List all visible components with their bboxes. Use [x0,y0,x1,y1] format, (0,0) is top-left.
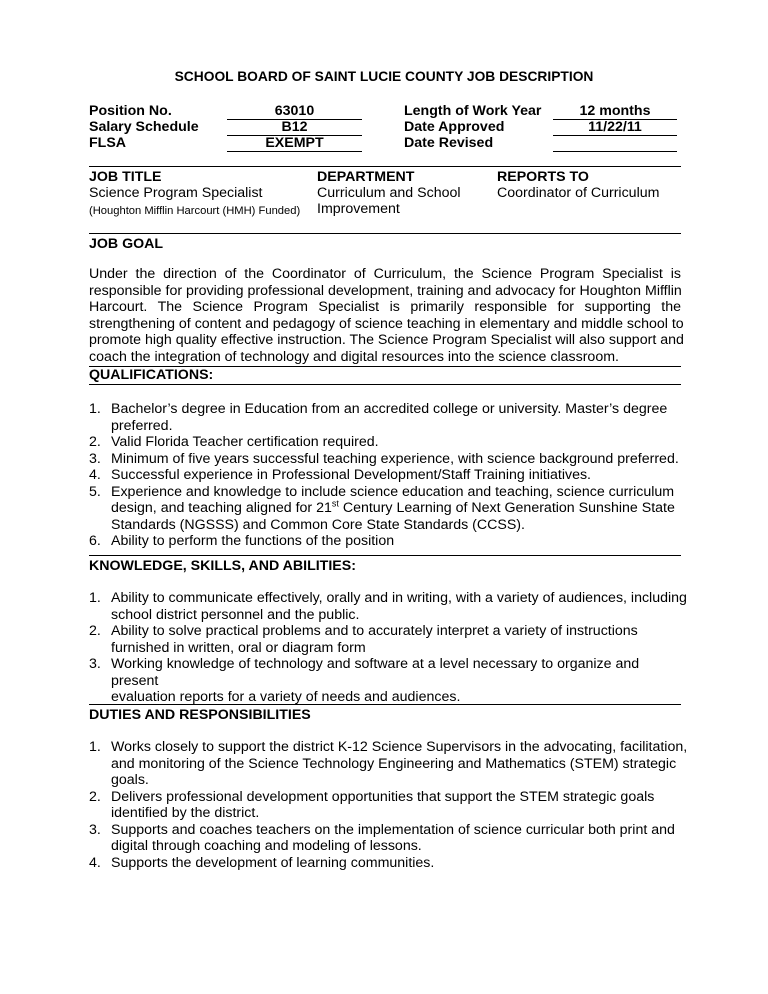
text-line: strengthening of content and pedagogy of science teaching in elementary and middle school to [89,315,684,332]
list-item: 2. Ability to solve practical problems and to accurately interpret a variety of instructions furnished in written, oral or diagram form [89,623,638,656]
reports-to: Coordinator of Curriculum [497,185,660,201]
divider [89,166,681,167]
qualifications-heading: QUALIFICATIONS: [89,367,214,383]
salary-schedule-value: B12 [227,120,362,136]
document-title: SCHOOL BOARD OF SAINT LUCIE COUNTY JOB DESCRIPTION [174,69,594,84]
list-item: 4. Supports the development of learning communities. [89,854,435,871]
text-line: responsible for providing professional development, training and advocacy for Houghton Mifflin [89,282,682,299]
department-line2: Improvement [317,201,400,217]
flsa-value: EXEMPT [227,136,362,152]
text-line: coach the integration of technology and digital resources into the science classroom. [89,348,619,365]
flsa-label: FLSA [89,135,127,151]
divider [89,555,681,556]
salary-schedule-label: Salary Schedule [89,119,199,135]
ksa-heading: KNOWLEDGE, SKILLS, AND ABILITIES: [89,558,356,574]
job-title: Science Program Specialist [89,185,263,201]
divider [89,233,681,234]
job-goal-text [89,266,684,365]
department-label: DEPARTMENT [317,169,415,185]
date-revised-value [553,136,677,152]
duties-heading: DUTIES AND RESPONSIBILITIES [89,707,311,723]
list-item: 4. Successful experience in Professional Development/Staff Training initiatives. [89,467,591,483]
position-no-label: Position No. [89,103,172,119]
divider [89,384,681,385]
date-approved-label: Date Approved [404,119,505,135]
text-line: Under the direction of the Coordinator of Curriculum, the Science Program Specialist is [89,266,681,282]
work-year-label: Length of Work Year [404,103,542,119]
text-line: promote high quality effective instruction. The Science Program Specialist will also support and [89,332,684,348]
date-revised-label: Date Revised [404,135,494,151]
list-item: 1. Works closely to support the district K-12 Science Supervisors in the advocating, facilitation, and monitoring of the Science Technology Engineering and Mathematics (STEM) strategic goals. [89,739,688,788]
list-item: 3. Working knowledge of technology and software at a level necessary to organize and present evaluation reports for a variety of needs and audiences. [89,656,640,705]
work-year-value: 12 months [553,104,677,120]
list-item: 3. Supports and coaches teachers on the implementation of science curricular both print and digital through coaching and modeling of lessons. [89,821,675,854]
list-item: 1. Bachelor’s degree in Education from an accredited college or university. Master’s degree preferred. [89,401,668,434]
list-item: 1. Ability to communicate effectively, orally and in writing, with a variety of audiences, including school district personnel and the public. [89,590,687,623]
position-no-value: 63010 [227,104,362,120]
list-item: 5. Experience and knowledge to include science education and teaching, science curriculum design, and teaching aligned for 21st Century Learning of Next Generation Sunshine State Standards (NGSSS) and Common Core State Standards (CCSS). [89,483,675,533]
text-line: Harcourt. The Science Program Specialist is primarily responsible for supporting the [89,299,681,315]
funding-note: (Houghton Mifflin Harcourt (HMH) Funded) [89,205,301,217]
list-item: 2. Valid Florida Teacher certification required. [89,434,379,450]
ksa-list [89,590,689,706]
qualifications-list [89,401,689,550]
job-title-label: JOB TITLE [89,169,162,185]
divider [89,704,681,705]
reports-to-label: REPORTS TO [497,169,589,185]
list-item: 2. Delivers professional development opportunities that support the STEM strategic goals identified by the district. [89,788,655,821]
department-line1: Curriculum and School [317,185,461,201]
date-approved-value: 11/22/11 [553,120,677,136]
list-item: 6. Ability to perform the functions of the position [89,533,395,549]
list-item: 3. Minimum of five years successful teaching experience, with science background preferred. [89,450,679,467]
duties-list [89,739,689,871]
job-goal-heading: JOB GOAL [89,236,164,252]
